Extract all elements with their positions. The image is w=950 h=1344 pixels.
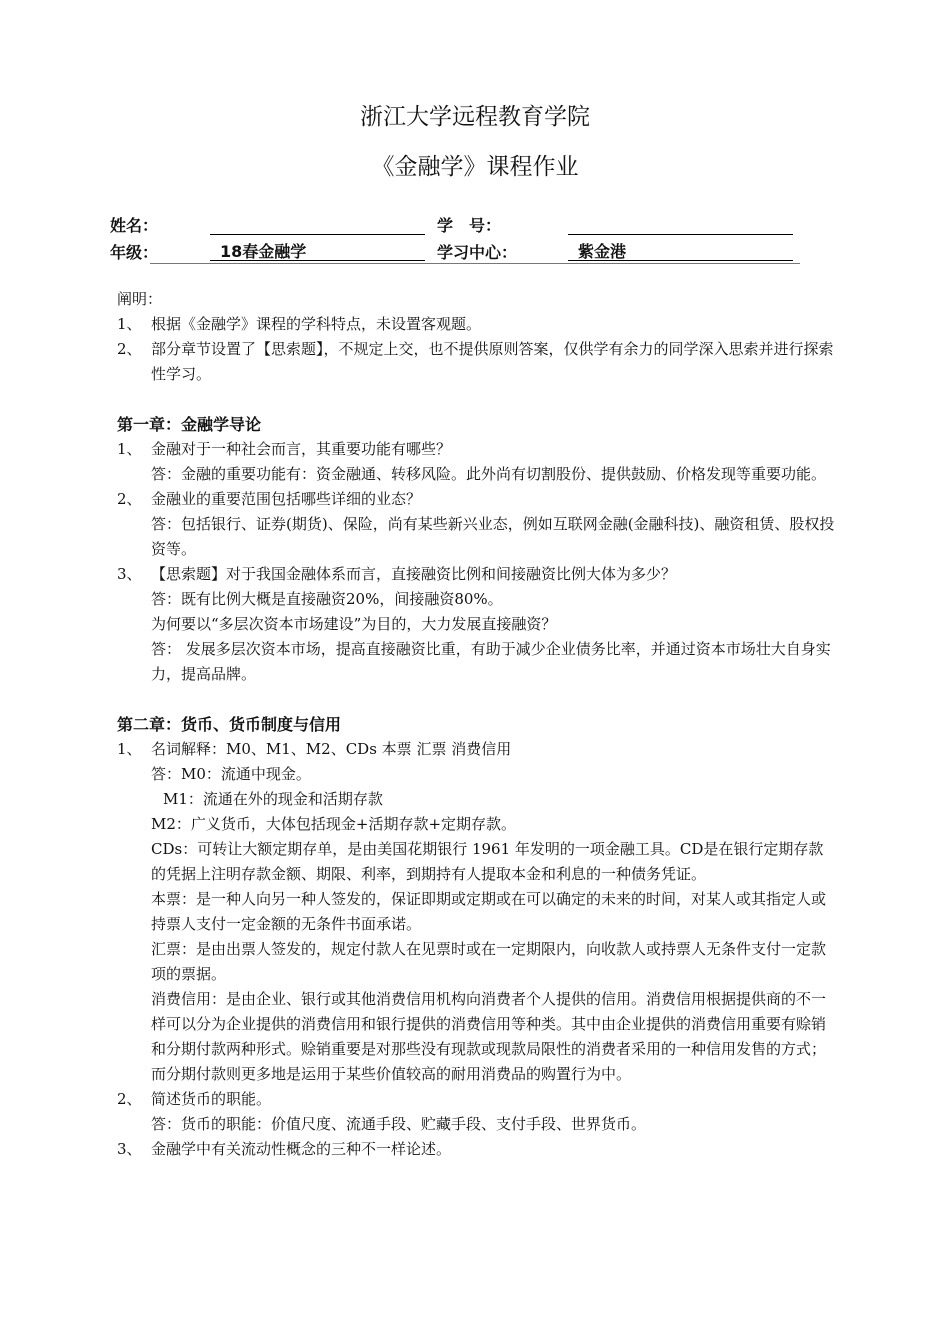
answer-promissory-note: 本票：是一种人向另一种人签发的，保证即期或定期或在可以确定的未来的时间，对某人或其指定人或持票人支付一定金额的无条件书面承诺。	[151, 890, 827, 933]
answer-draft: 汇票：是由出票人签发的，规定付款人在见票时或在一定期限内，向收款人或持票人无条件支付一定款项的票据。	[151, 940, 827, 983]
question-text: 【思索题】对于我国金融体系而言，直接融资比例和间接融资比例大体为多少？	[151, 565, 677, 583]
note-num: 2、	[117, 340, 142, 358]
answer-m2: M2：广义货币，大体包括现金+活期存款+定期存款。	[151, 815, 517, 833]
question	[117, 487, 837, 512]
answer-m1: M1：流通在外的现金和活期存款	[163, 790, 383, 808]
note-num: 1、	[117, 315, 142, 333]
name-label: 姓名：	[110, 216, 159, 235]
question-num: 3、	[117, 565, 142, 583]
grade-value: 18春金融学	[220, 242, 307, 261]
answer: 答：既有比例大概是直接融资20%，间接融资80%。	[151, 590, 503, 608]
note-text: 部分章节设置了【思索题】，不规定上交，也不提供原则答案，仅供学有余力的同学深入思索并进行探索性学习。	[151, 340, 834, 383]
answer-consumer-credit: 消费信用：是由企业、银行或其他消费信用机构向消费者个人提供的信用。消费信用根据提供商的不一样可以分为企业提供的消费信用和银行提供的消费信用等种类。其中由企业提供的消费信用重要有赊销和分期付款两种形式。赊销重要是对那些没有现款或现款局限性的消费者采用的一种信用发售的方式；而分期付款则更多地是运用于某些价值较高的耐用消费品的购置行为中。	[151, 990, 827, 1083]
course-title: 《金融学》课程作业	[371, 154, 579, 180]
question	[117, 562, 837, 587]
chapter2-title: 第二章：货币、货币制度与信用	[117, 715, 342, 734]
grade-label: 年级：	[110, 243, 159, 262]
grade-field[interactable]	[210, 238, 425, 261]
question-text: 金融业的重要范围包括哪些详细的业态？	[151, 490, 422, 508]
answer: 答：货币的职能：价值尺度、流通手段、贮藏手段、支付手段、世界货币。	[151, 1115, 647, 1133]
question	[117, 437, 837, 462]
question-num: 1、	[117, 440, 142, 458]
id-label: 学 号：	[437, 216, 502, 235]
note-item	[117, 337, 837, 387]
question-text: 金融对于一种社会而言，其重要功能有哪些？	[151, 440, 452, 458]
id-field[interactable]	[568, 212, 793, 235]
separator-line	[150, 263, 800, 265]
answer: 答： 发展多层次资本市场，提高直接融资比重，有助于减少企业债务比率，并通过资本市场壮大自身实力，提高品牌。	[151, 640, 831, 683]
sub-question: 为何要以“多层次资本市场建设”为目的，大力发展直接融资？	[151, 615, 557, 633]
name-field[interactable]	[210, 212, 425, 235]
center-label: 学习中心：	[437, 243, 518, 262]
question-text: 简述货币的职能。	[151, 1090, 272, 1108]
note-item	[117, 312, 837, 337]
center-value: 紫金港	[578, 242, 627, 261]
notes-heading: 阐明：	[117, 290, 163, 308]
school-title: 浙江大学远程教育学院	[360, 104, 590, 130]
question-num: 2、	[117, 1090, 142, 1108]
note-text: 根据《金融学》课程的学科特点，未设置客观题。	[151, 315, 482, 333]
question-num: 2、	[117, 490, 142, 508]
center-field[interactable]	[568, 238, 793, 261]
answer-m0: 答：M0：流通中现金。	[151, 765, 311, 783]
question-text: 名词解释：M0、M1、M2、CDs 本票 汇票 消费信用	[151, 740, 512, 758]
question	[117, 737, 837, 762]
question-num: 3、	[117, 1140, 142, 1158]
question	[117, 1137, 837, 1162]
answer: 答：金融的重要功能有：资金融通、转移风险。此外尚有切割股份、提供鼓励、价格发现等重要功能。	[151, 465, 827, 483]
answer-cds: CDs：可转让大额定期存单，是由美国花期银行 1961 年发明的一项金融工具。CD是在银行定期存款的凭据上注明存款金额、期限、利率，到期持有人提取本金和利息的一种债务凭证。	[151, 840, 824, 883]
document-body	[117, 287, 837, 1162]
answer: 答：包括银行、证券(期货)、保险，尚有某些新兴业态，例如互联网金融(金融科技)、融资租赁、股权投资等。	[151, 515, 835, 558]
chapter1-title: 第一章：金融学导论	[117, 415, 262, 434]
question	[117, 1087, 837, 1112]
question-text: 金融学中有关流动性概念的三种不一样论述。	[151, 1140, 452, 1158]
question-num: 1、	[117, 740, 142, 758]
